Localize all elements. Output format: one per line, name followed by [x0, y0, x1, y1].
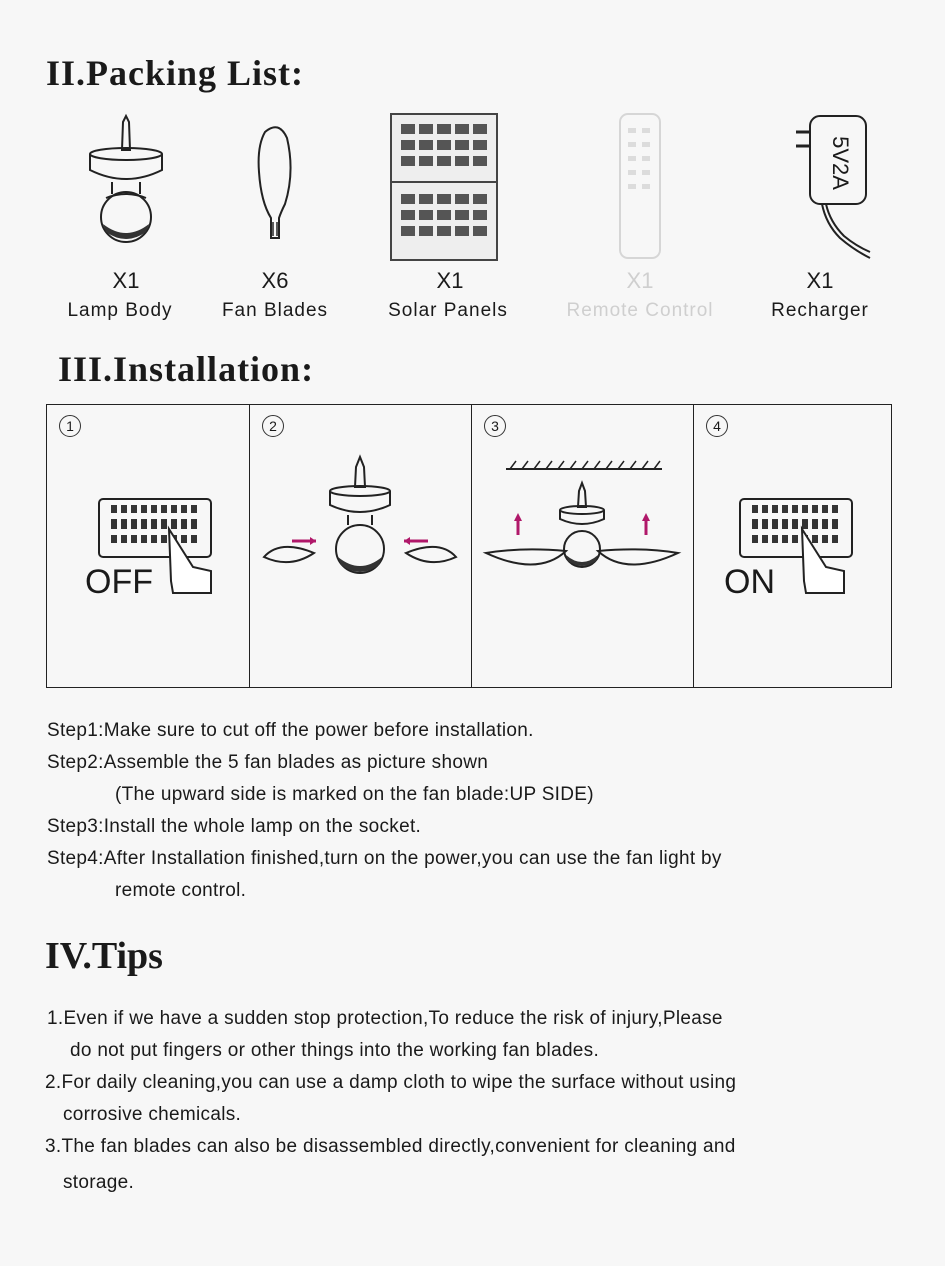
step-2-note: (The upward side is marked on the fan blade:UP SIDE): [115, 784, 594, 805]
hand-pointer-icon: [798, 525, 848, 595]
step-panel-2: [249, 405, 471, 687]
solar-panels-qty: X1: [436, 268, 464, 293]
recharger-item: [740, 112, 900, 262]
step-number-4: 4: [706, 415, 728, 437]
off-label: OFF: [85, 563, 153, 601]
solar-panels-label: Solar Panels: [388, 300, 508, 321]
lamp-body-label: Lamp Body: [67, 300, 173, 321]
fan-blade-item: [195, 112, 355, 252]
solar-panel-item: [364, 112, 524, 262]
installation-title: III.Installation:: [58, 349, 315, 389]
remote-control-label: Remote Control: [566, 300, 714, 321]
lamp-body-qty: X1: [112, 268, 140, 293]
step-2-text: Step2:Assemble the 5 fan blades as picture shown: [47, 752, 489, 773]
recharger-qty: X1: [806, 268, 834, 293]
remote-control-item: [560, 112, 720, 262]
fan-blades-qty: X6: [261, 268, 289, 293]
step-number-2: 2: [262, 415, 284, 437]
tips-title: IV.Tips: [45, 935, 163, 977]
lamp-body-icon: [76, 112, 176, 252]
hand-pointer-icon: [165, 525, 215, 595]
solar-panel-icon: [389, 112, 499, 262]
step-number-1: 1: [59, 415, 81, 437]
step-1-text: Step1:Make sure to cut off the power before installation.: [47, 720, 534, 741]
tip-2-continued: corrosive chemicals.: [63, 1104, 242, 1125]
remote-control-icon: [610, 112, 670, 262]
recharger-icon: [760, 112, 880, 262]
fan-blade-icon: [235, 112, 315, 252]
tip-1-continued: do not put fingers or other things into the working fan blades.: [70, 1040, 600, 1061]
tip-1-text: 1.Even if we have a sudden stop protection,To reduce the risk of injury,Please: [47, 1008, 723, 1029]
step-number-3: 3: [484, 415, 506, 437]
tip-2-text: 2.For daily cleaning,you can use a damp cloth to wipe the surface without using: [45, 1072, 737, 1093]
remote-control-qty: X1: [626, 268, 654, 293]
on-label: ON: [724, 563, 775, 601]
recharger-label: Recharger: [771, 300, 869, 321]
fan-blades-label: Fan Blades: [221, 300, 329, 321]
installation-steps-diagram: [46, 404, 892, 688]
step-4-continued: remote control.: [115, 880, 247, 901]
ceiling-install-icon: [482, 455, 682, 585]
packing-list-title: II.Packing List:: [46, 53, 305, 93]
tip-3-continued: storage.: [63, 1172, 135, 1193]
charger-rating-label: 5V2A: [828, 136, 853, 190]
step-4-text: Step4:After Installation finished,turn on the power,you can use the fan light by: [47, 848, 722, 869]
tip-3-text: 3.The fan blades can also be disassembled directly,convenient for cleaning and: [45, 1136, 736, 1157]
step-panel-1: [47, 405, 249, 687]
step-panel-4: [693, 405, 890, 687]
blade-assembly-icon: [260, 453, 460, 593]
lamp-body-item: [46, 112, 206, 252]
step-panel-3: [471, 405, 693, 687]
step-3-text: Step3:Install the whole lamp on the socket.: [47, 816, 422, 837]
